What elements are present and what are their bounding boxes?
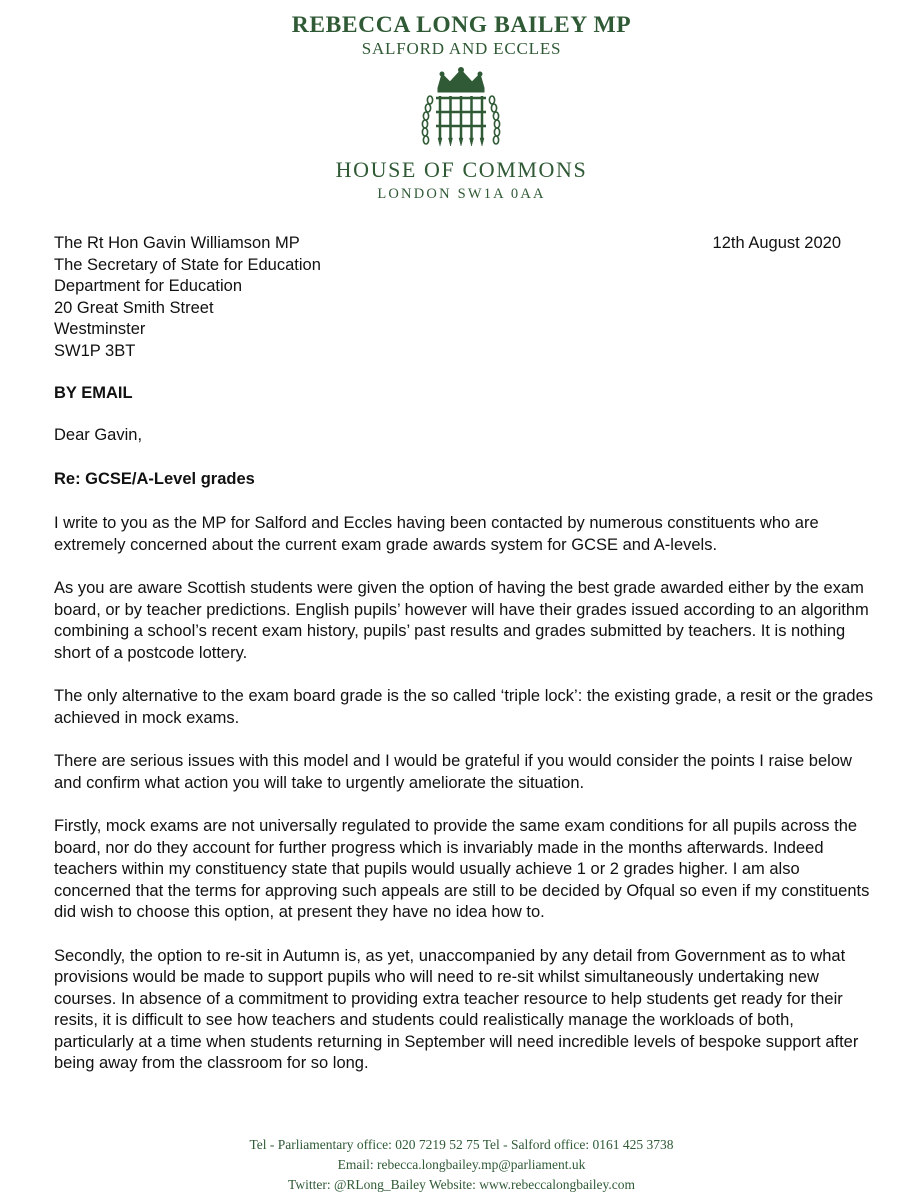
body-paragraph: Secondly, the option to re-sit in Autumn is, as yet, unaccompanied by any detail from Government as to what provisions would be made to support pupils who will need to re-sit whilst simultaneously undertaking new courses. In absence of a commitment to providing extra teacher resource to help students get ready for their resits, it is difficult to see how teachers and students could realistically manage the workloads of both, particularly at a time when students returning in September will need incredible levels of bespoke support after being away from the classroom for so long. [54, 946, 859, 1072]
recipient-line: Westminster [54, 320, 146, 338]
letter-body [54, 513, 874, 1097]
body-paragraph: The only alternative to the exam board grade is the so called ‘triple lock’: the existing grade, a resit or the grades achieved in mock exams. [54, 687, 874, 727]
recipient-line: 20 Great Smith Street [54, 298, 214, 317]
mp-name: REBECCA LONG BAILEY MP [291, 12, 632, 38]
salutation: Dear Gavin, [54, 426, 143, 444]
constituency: SALFORD AND ECCLES [361, 39, 562, 58]
recipient-line: The Secretary of State for Education [54, 255, 321, 274]
letter-footer [0, 1135, 923, 1195]
body-paragraph: There are serious issues with this model and I would be grateful if you would consider the points I raise below and confirm what action you will take to urgently ameliorate the situation. [54, 752, 852, 792]
letter-date: 12th August 2020 [712, 234, 841, 252]
body-paragraph: Firstly, mock exams are not universally regulated to provide the same exam conditions for all pupils across the board, nor do they account for further progress which is invariably made in the months afterwards. Indeed teachers within my constituency state that pupils would usually achieve 1 or 2 grades higher. I am also concerned that the terms for approving such appeals are still to be decided by Ofqual so even if my constituents did wish to choose this option, at present they have no idea how to. [54, 817, 870, 921]
body-paragraph: I write to you as the MP for Salford and Eccles having been contacted by numerous constituents who are extremely concerned about the current exam grade awards system for GCSE and A-levels. [54, 514, 819, 554]
letterhead-address: LONDON SW1A 0AA [377, 186, 546, 202]
portcullis-crest-icon [416, 66, 506, 154]
subject-line: Re: GCSE/A-Level grades [54, 470, 255, 488]
recipient-line: The Rt Hon Gavin Williamson MP [54, 234, 300, 252]
recipient-line: SW1P 3BT [54, 341, 136, 360]
body-paragraph: As you are aware Scottish students were given the option of having the best grade awarded either by the exam board, or by teacher predictions. English pupils’ however will have their grades issued according to an algorithm combining a school’s recent exam history, pupils’ past results and grades submitted by teachers. It is nothing short of a postcode lottery. [54, 579, 869, 662]
footer-phones: Tel - Parliamentary office: 020 7219 52 75 Tel - Salford office: 0161 425 3738 [249, 1137, 674, 1152]
by-email-heading: BY EMAIL [54, 384, 133, 402]
recipient-address [54, 233, 321, 362]
house-of-commons: HOUSE OF COMMONS [335, 157, 588, 182]
footer-email: Email: rebecca.longbailey.mp@parliament.uk [337, 1157, 586, 1172]
footer-web: Twitter: @RLong_Bailey Website: www.rebeccalongbailey.com [288, 1177, 635, 1192]
recipient-line: Department for Education [54, 277, 243, 295]
